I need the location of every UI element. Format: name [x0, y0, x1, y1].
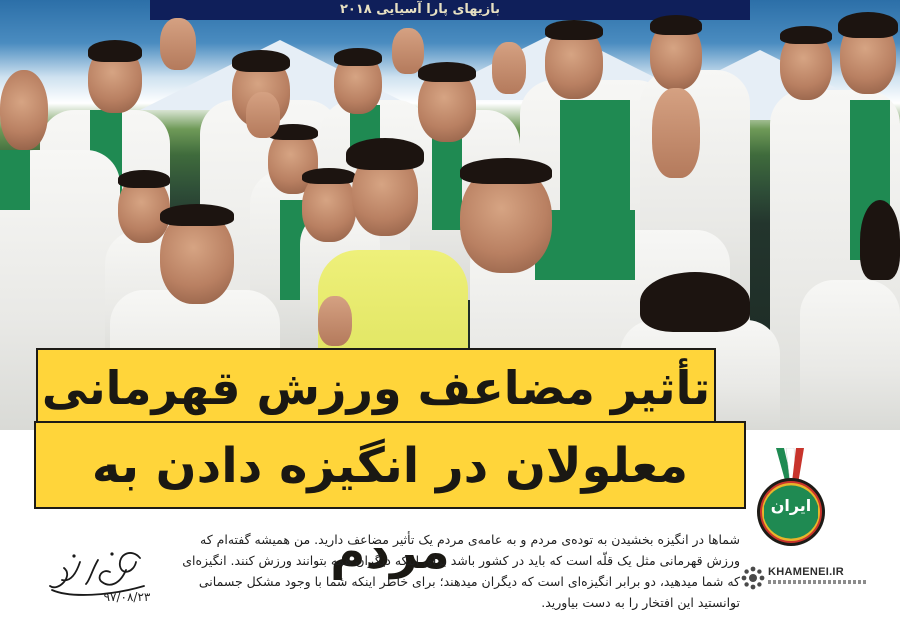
- khamenei-logo-icon: [740, 565, 766, 591]
- emblem-label: ایران: [770, 496, 812, 515]
- site-tagline-decoration: [768, 580, 868, 584]
- title-line-1: تأثیر مضاعف ورزش قهرمانی: [36, 348, 716, 426]
- site-name: KHAMENEI.IR: [768, 566, 845, 578]
- quote-text: شماها در انگیزه بخشیدن به توده‌ی مردم و به عامه‌ی مردم یک تأثیر مضاعف دارید. من همیشه گفته‌ام که ورزش قهرمانی مثل یک قلّه است که باید در کشور باشد برای اینکه دیگران همه بتوانند ورزش کنند. انگیزه‌ای که شما میدهید، دو برابر انگیزه‌ای است که دیگران میدهند؛ برای خاطر اینکه شما با وجود مشکل جسمانی توانستید این افتخار را به دست بیاورید.: [182, 532, 740, 610]
- event-banner-text: بازیهای پارا آسیایی ۲۰۱۸: [340, 2, 500, 17]
- title-line-2: معلولان در انگیزه دادن به مردم: [34, 421, 746, 509]
- signature-date: ۹۷/۰۸/۲۳: [103, 590, 151, 604]
